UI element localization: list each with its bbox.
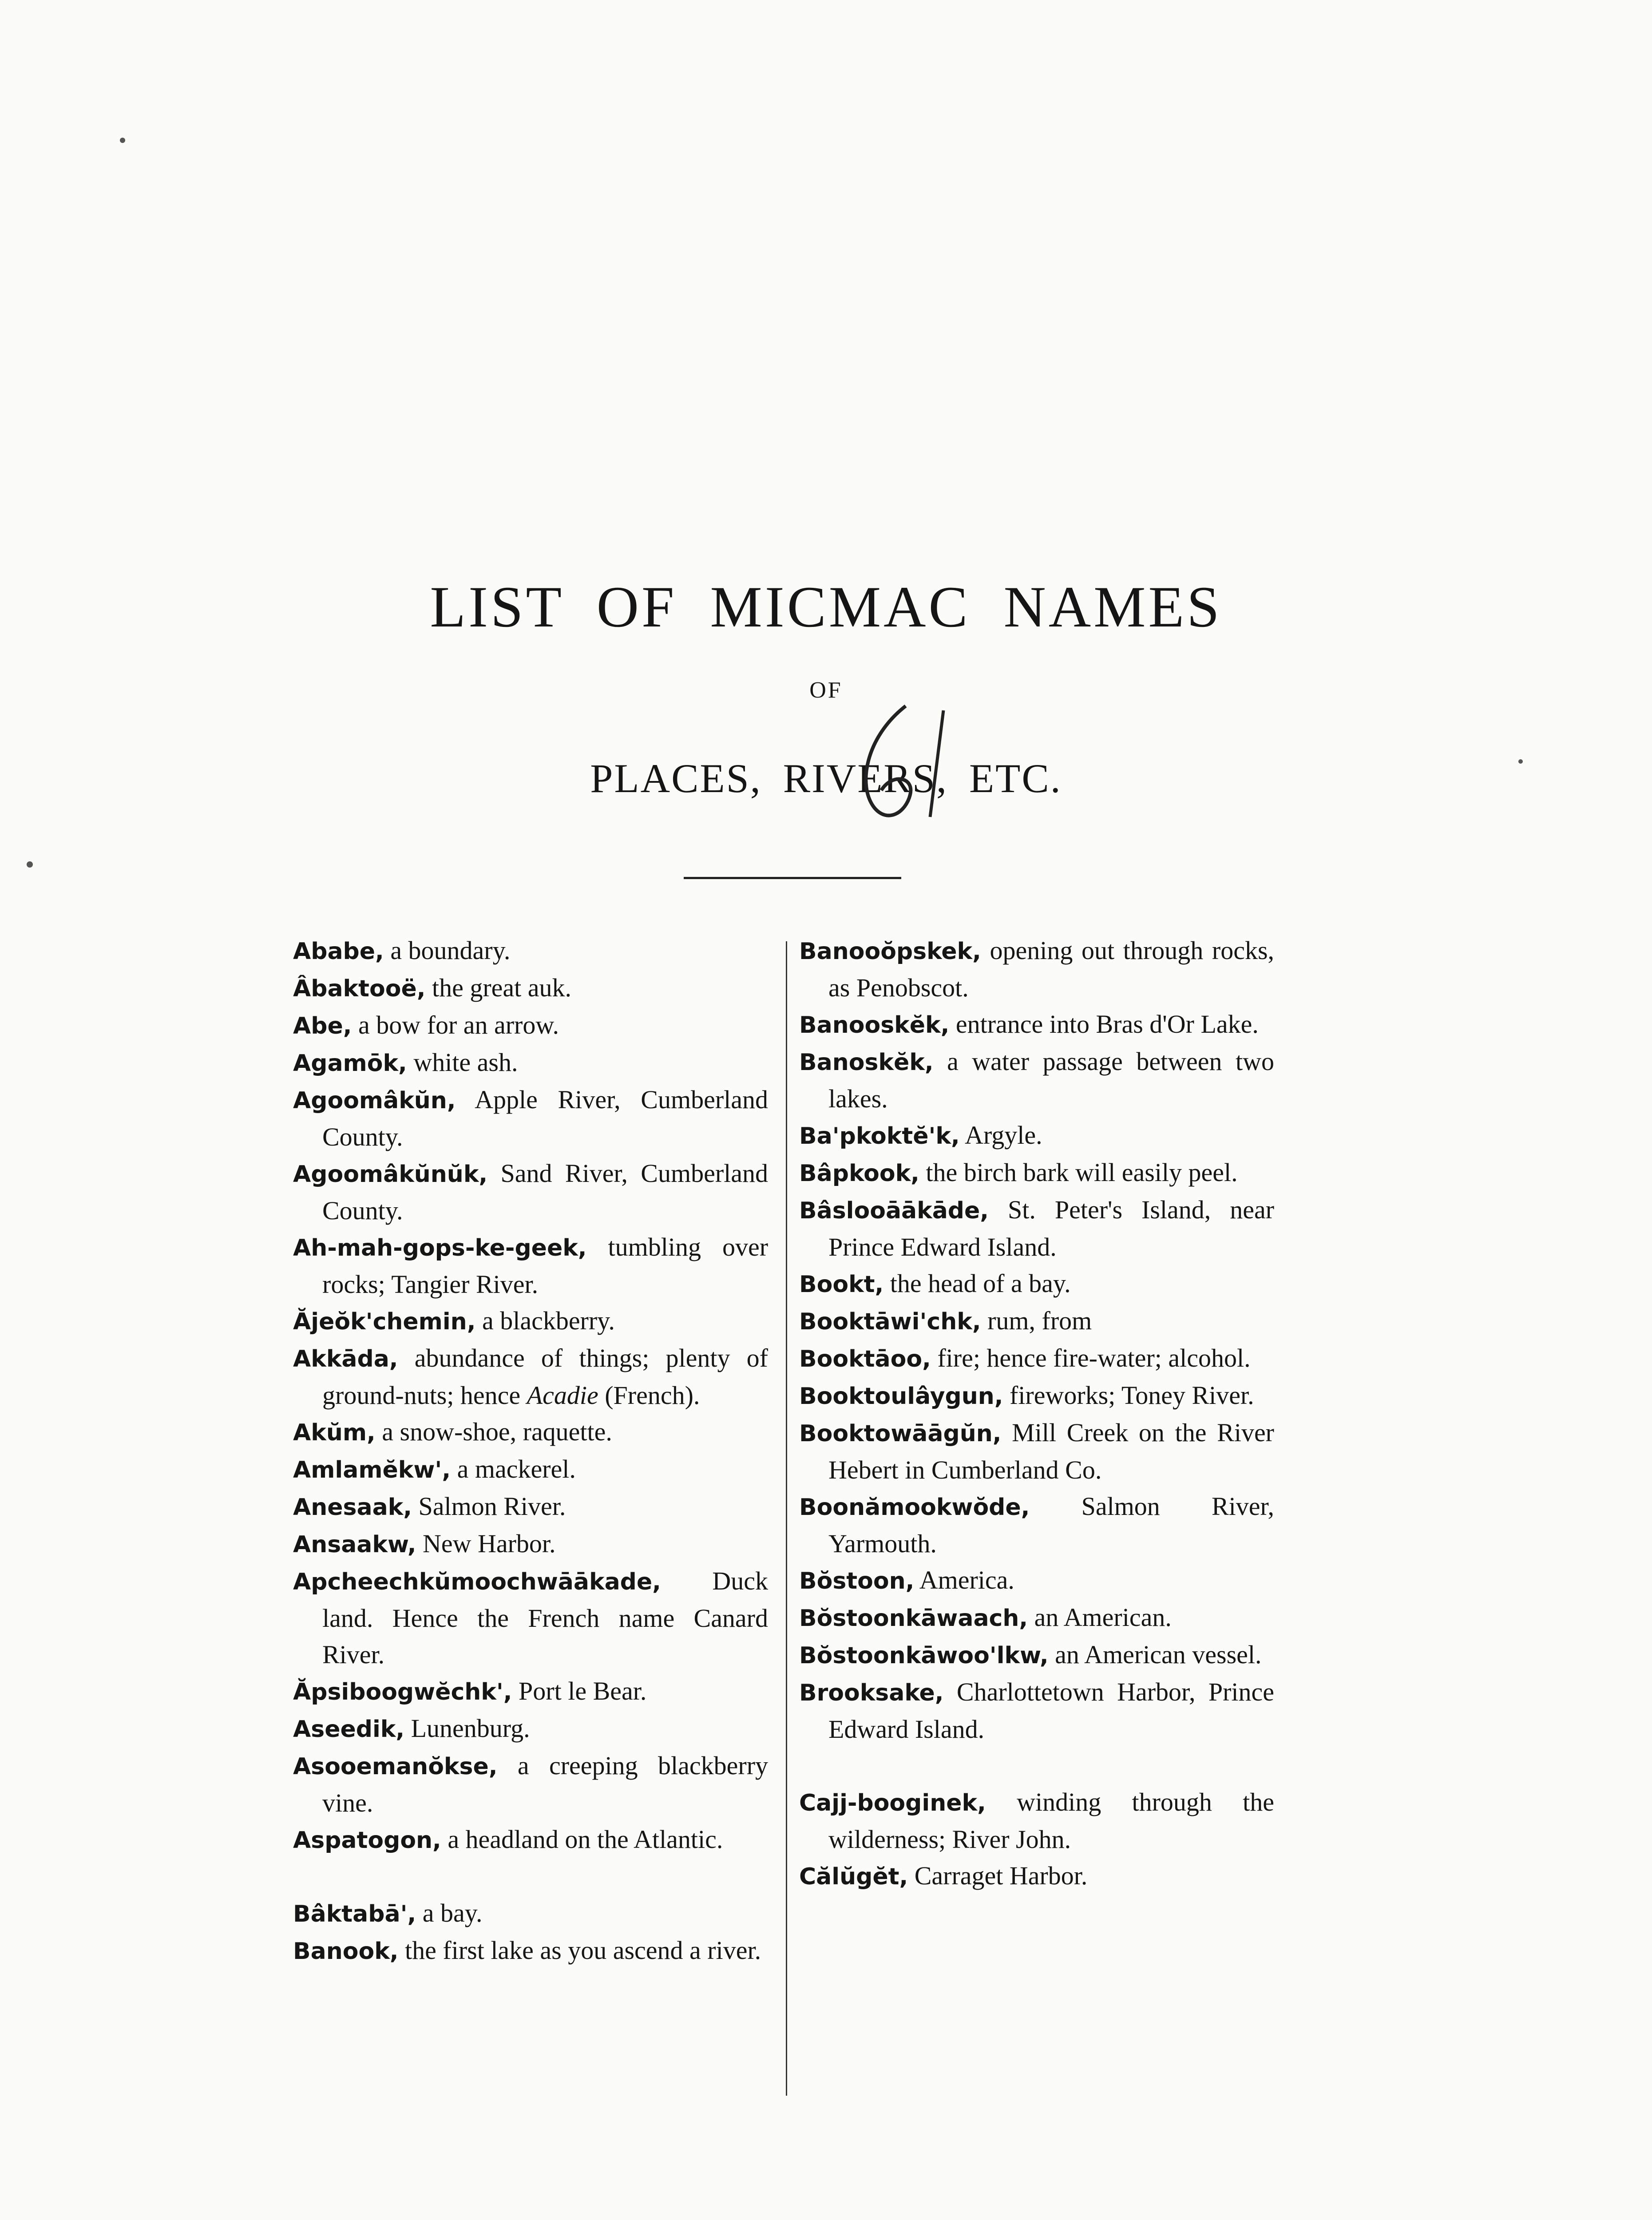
entry-definition: America. [919,1566,1014,1594]
entry-definition: a bay. [422,1899,483,1927]
entry-term: Banooskĕk, [799,1012,950,1039]
list-item [799,1674,1274,1748]
entry-term: Ababe, [293,938,384,965]
list-item [293,1451,768,1488]
entry-definition: a snow-shoe, raquette. [382,1417,612,1446]
entry-term: Ah-mah-gops-ke-geek, [293,1235,587,1261]
entry-definition: Sand River, Cumberland County. [322,1159,768,1225]
entry-definition: fireworks; Toney River. [1010,1381,1254,1410]
list-item [799,1192,1274,1265]
entry-term: Agamōk, [293,1050,407,1077]
entry-definition: abundance of things; plenty of ground-nuts; hence [322,1344,768,1410]
list-item [799,1784,1274,1858]
entry-definition: Mill Creek on the River Hebert in Cumberland Co. [828,1418,1274,1484]
entry-definition: a creeping blackberry vine. [322,1751,769,1817]
list-item [799,932,1274,1006]
entry-definition: Lunenburg. [411,1714,530,1743]
entry-definition: winding through the wilderness; River John. [828,1788,1275,1854]
list-item [799,1377,1274,1415]
list-item [293,1229,768,1303]
entry-term: Ba'pkoktĕ'k, [799,1123,960,1150]
speck [1518,759,1523,764]
list-item [799,1488,1274,1562]
entry-definition: Carraget Harbor. [914,1861,1088,1890]
entry-term: Banoskĕk, [799,1049,934,1076]
entry-term: Agoomâkŭnŭk, [293,1161,488,1188]
entry-definition: Salmon River. [418,1492,566,1521]
list-item [293,1414,768,1451]
list-item [293,1526,768,1563]
entry-term: Booktowāāgŭn, [799,1420,1002,1447]
entry-definition: entrance into Bras d'Or Lake. [955,1010,1259,1039]
entry-term: Booktoulâygun, [799,1383,1003,1410]
section-gap [293,1859,768,1895]
entry-term: Asooemanŏkse, [293,1753,498,1780]
entry-term: Banook, [293,1938,399,1965]
section-gap [799,1748,1274,1784]
entry-term: Cajj-booginek, [799,1790,986,1816]
title-rule [684,877,901,879]
list-item [799,1154,1274,1192]
entry-definition: white ash. [413,1048,518,1077]
list-item [799,1415,1274,1488]
entry-definition: a boundary. [390,936,511,965]
entry-term: Bŏstoon, [799,1568,915,1594]
entry-definition: St. Peter's Island, near Prince Edward Island. [828,1195,1275,1261]
list-item [293,1044,768,1082]
entry-definition: an American. [1034,1603,1172,1632]
entry-term: Bŏstoonkāwoo'lkw, [799,1642,1049,1669]
list-item [293,1895,768,1932]
title-of: OF [809,678,843,703]
handwritten-mark-icon [839,697,955,830]
left-column [293,932,768,1970]
list-item [799,1637,1274,1674]
entry-definition: a mackerel. [457,1455,576,1483]
list-item [799,1340,1274,1377]
entry-definition: Argyle. [965,1121,1042,1150]
entry-definition: the birch bark will easily peel. [926,1158,1238,1187]
entry-term: Bâslooāākāde, [799,1197,989,1224]
entry-term: Anesaak, [293,1494,412,1521]
entry-definition: Port le Bear. [519,1677,647,1705]
list-item [799,1858,1274,1895]
entry-term: Ăpsiboogwĕchk', [293,1679,512,1705]
entry-definition: the head of a bay. [890,1269,1071,1298]
page-subtitle: PLACES, RIVERS, ETC. [590,756,1062,801]
list-item [293,1673,768,1710]
column-divider [786,941,787,2096]
entry-definition: a bow for an arrow. [358,1011,559,1039]
entry-term: Booktāwi'chk, [799,1308,981,1335]
page-title: LIST OF MICMAC NAMES [430,574,1222,639]
entry-definition: an American vessel. [1055,1640,1262,1669]
list-item [799,1006,1274,1043]
speck [27,861,33,868]
entry-term: Aseedik, [293,1716,405,1743]
entry-term: Boonămookwŏde, [799,1494,1030,1521]
entry-definition: tumbling over rocks; Tangier River. [322,1233,769,1299]
entry-definition: New Harbor. [422,1529,556,1558]
list-item [293,1748,768,1821]
list-item [799,1265,1274,1303]
entry-definition: opening out through rocks, as Penobscot. [828,936,1275,1002]
list-item [293,1488,768,1526]
entry-term: Aspatogon, [293,1827,441,1854]
list-item [293,1303,768,1340]
list-item [293,1563,768,1673]
entry-term: Âbaktooë, [293,975,426,1002]
entry-term: Bâpkook, [799,1160,919,1187]
entry-definition: a water passage between two lakes. [828,1047,1274,1113]
entry-definition: Apple River, Cumberland County. [322,1085,768,1151]
entry-term: Banooŏpskek, [799,938,981,965]
entry-term: Agoomâkŭn, [293,1087,456,1114]
entry-term: Bookt, [799,1271,884,1298]
right-column [799,932,1274,1895]
entry-definition: rum, from [987,1306,1092,1335]
entry-definition: a headland on the Atlantic. [448,1825,723,1854]
list-item [293,1082,768,1155]
entry-term: Ansaakw, [293,1531,416,1558]
list-item [799,1117,1274,1154]
entry-term: Akŭm, [293,1419,376,1446]
list-item [293,1340,768,1414]
list-item [293,1821,768,1859]
entry-after: (French). [598,1381,700,1410]
entry-term: Akkāda, [293,1346,398,1372]
list-item [293,1007,768,1044]
entry-definition: Salmon River, Yarmouth. [828,1492,1274,1558]
entry-definition: the great auk. [432,973,571,1002]
entry-term: Călŭgĕt, [799,1863,908,1890]
list-item [799,1303,1274,1340]
list-item [799,1599,1274,1637]
entry-term: Apcheechkŭmoochwāākade, [293,1569,661,1595]
list-item [293,970,768,1007]
list-item [799,1562,1274,1599]
entry-term: Bŏstoonkāwaach, [799,1605,1028,1632]
entry-italic: Acadie [527,1381,598,1410]
list-item [293,1932,768,1970]
list-item [293,1710,768,1748]
entry-definition: the first lake as you ascend a river. [405,1936,761,1965]
entry-definition: fire; hence fire-water; alcohol. [937,1344,1251,1372]
entry-term: Abe, [293,1013,352,1039]
entry-term: Booktāoo, [799,1346,931,1372]
entry-term: Brooksake, [799,1680,944,1706]
list-item [293,932,768,970]
speck [120,138,125,143]
list-item [799,1043,1274,1117]
entry-term: Ăjeŏk'chemin, [293,1308,476,1335]
entry-definition: Charlottetown Harbor, Prince Edward Island. [828,1677,1275,1744]
entry-definition: a blackberry. [482,1306,615,1335]
entry-term: Amlamĕkw', [293,1457,451,1483]
entry-definition: Duck land. Hence the French name Canard River. [322,1566,768,1669]
entry-term: Bâktabā', [293,1901,416,1927]
list-item [293,1155,768,1229]
